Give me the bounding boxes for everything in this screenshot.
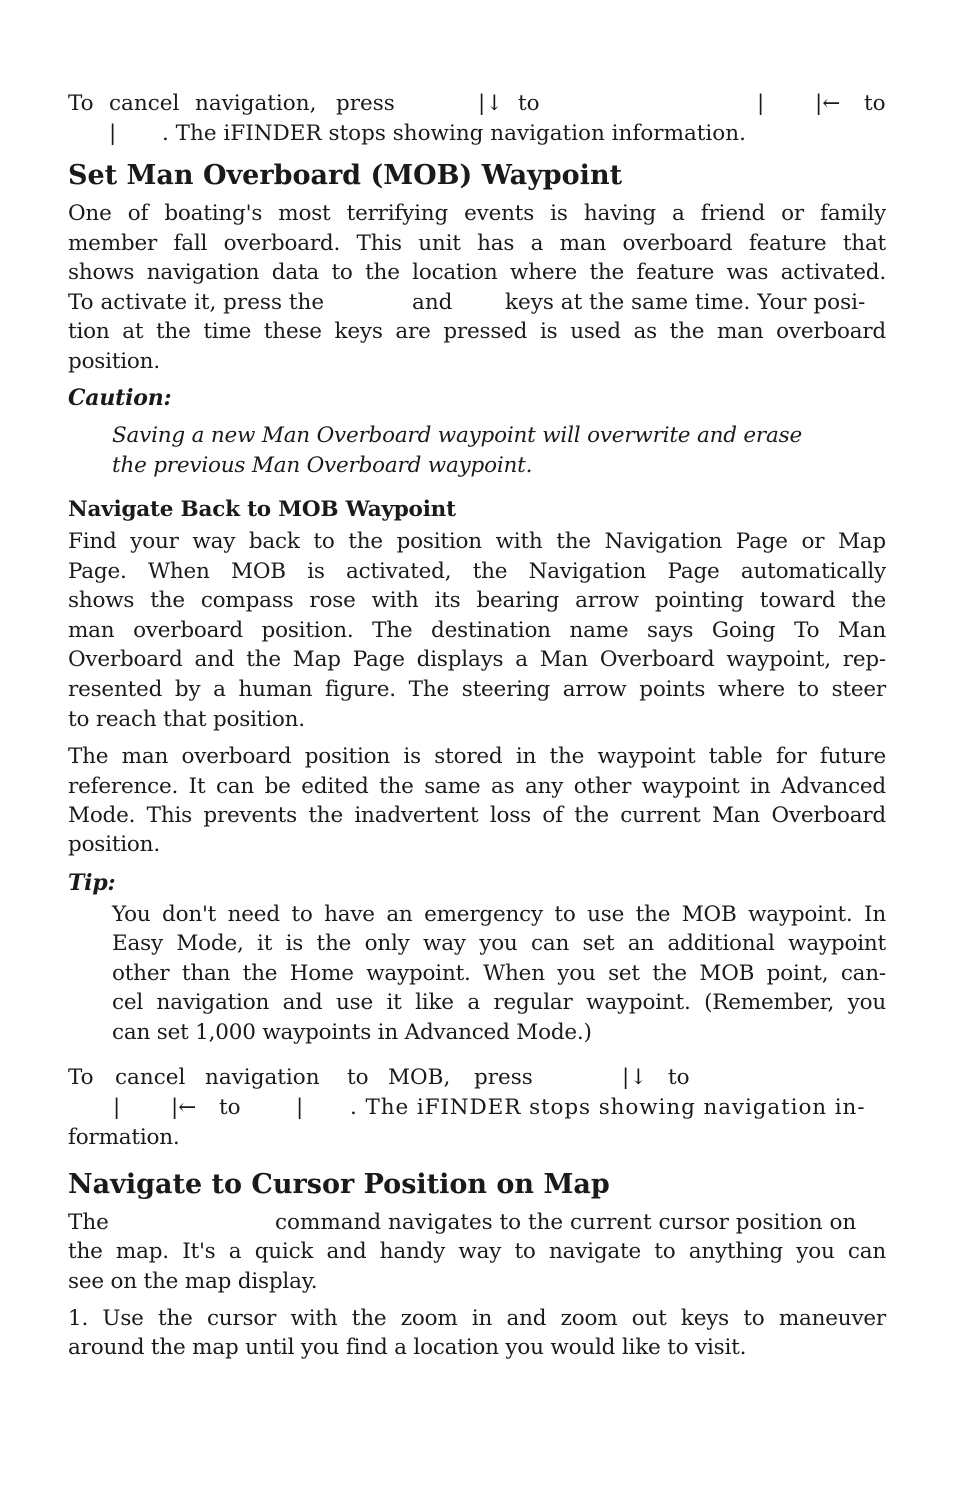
step-line: around the map until you find a location you would like to visit.: [68, 1335, 747, 1360]
tip-label: Tip:: [68, 870, 116, 896]
word: to: [864, 91, 886, 116]
paragraph-line: shows navigation data to the location where the feature was activated.: [68, 260, 886, 285]
key-separator: |: [109, 121, 117, 146]
paragraph-line: One of boating's most terrifying events is having a friend or family: [68, 201, 886, 226]
key-down-arrow: |↓: [478, 91, 504, 116]
word: To: [68, 1065, 94, 1090]
sentence: command navigates to the current cursor position on: [275, 1210, 857, 1235]
tip-text-line: Easy Mode, it is the only way you can set an additional waypoint: [112, 931, 886, 956]
paragraph-line: shows the compass rose with its bearing arrow pointing toward the: [68, 588, 886, 613]
word: navigation: [205, 1065, 320, 1090]
key-down-arrow: |↓: [622, 1065, 648, 1090]
section-heading-cursor-nav: Navigate to Cursor Position on Map: [68, 1169, 610, 1200]
caution-text-line: the previous Man Overboard waypoint.: [112, 453, 533, 478]
word: MOB,: [388, 1065, 451, 1090]
sentence: . The iFINDER stops showing navigation information.: [162, 121, 746, 146]
paragraph-line: tion at the time these keys are pressed is used as the man overboard: [68, 319, 886, 344]
paragraph-line: Find your way back to the position with the Navigation Page or Map: [68, 529, 886, 554]
word: cancel: [109, 91, 180, 116]
sentence: keys at the same time. Your posi-: [505, 290, 866, 315]
tip-text-line: other than the Home waypoint. When you set the MOB point, can-: [112, 961, 886, 986]
paragraph-line: The man overboard position is stored in the waypoint table for future: [68, 744, 886, 769]
key-left-arrow: |←: [815, 91, 841, 116]
paragraph-line: see on the map display.: [68, 1269, 318, 1294]
word: To: [68, 91, 94, 116]
word: to: [219, 1095, 241, 1120]
paragraph-line: member fall overboard. This unit has a man overboard feature that: [68, 231, 886, 256]
subsection-heading-nav-back: Navigate Back to MOB Waypoint: [68, 497, 456, 522]
paragraph-line: to reach that position.: [68, 707, 305, 732]
paragraph-line: man overboard position. The destination name says Going To Man: [68, 618, 886, 643]
word: press: [336, 91, 395, 116]
word: to: [347, 1065, 369, 1090]
word: to: [518, 91, 540, 116]
key-separator: |: [296, 1095, 304, 1120]
paragraph-line: position.: [68, 349, 160, 374]
key-left-arrow: |←: [171, 1095, 197, 1120]
tip-text-line: cel navigation and use it like a regular waypoint. (Remember, you: [112, 990, 886, 1015]
caution-label: Caution:: [68, 385, 172, 411]
paragraph-line: position.: [68, 832, 160, 857]
sentence: To activate it, press the: [68, 290, 325, 315]
section-heading-mob: Set Man Overboard (MOB) Waypoint: [68, 160, 623, 191]
sentence: . The iFINDER stops showing navigation in-: [350, 1095, 866, 1120]
key-separator: |: [113, 1095, 121, 1120]
word: press: [474, 1065, 533, 1090]
paragraph-line: Page. When MOB is activated, the Navigation Page automatically: [68, 559, 886, 584]
word: cancel: [115, 1065, 186, 1090]
tip-text-line: You don't need to have an emergency to use the MOB waypoint. In: [112, 902, 886, 927]
word: and: [412, 290, 453, 315]
paragraph-line: resented by a human figure. The steering arrow points where to steer: [68, 677, 886, 702]
caution-text-line: Saving a new Man Overboard waypoint will overwrite and erase: [112, 423, 802, 448]
paragraph-line: the map. It's a quick and handy way to navigate to anything you can: [68, 1239, 886, 1264]
word: The: [68, 1210, 109, 1235]
paragraph-line: Mode. This prevents the inadvertent loss of the current Man Overboard: [68, 803, 886, 828]
tip-text-line: can set 1,000 waypoints in Advanced Mode.): [112, 1020, 592, 1045]
word: navigation,: [195, 91, 317, 116]
word: to: [668, 1065, 690, 1090]
paragraph-line: formation.: [68, 1125, 180, 1150]
paragraph-line: reference. It can be edited the same as any other waypoint in Advanced: [68, 774, 886, 799]
key-separator: |: [757, 91, 765, 116]
paragraph-line: Overboard and the Map Page displays a Man Overboard waypoint, rep-: [68, 647, 886, 672]
step-line: 1. Use the cursor with the zoom in and zoom out keys to maneuver: [68, 1306, 886, 1331]
